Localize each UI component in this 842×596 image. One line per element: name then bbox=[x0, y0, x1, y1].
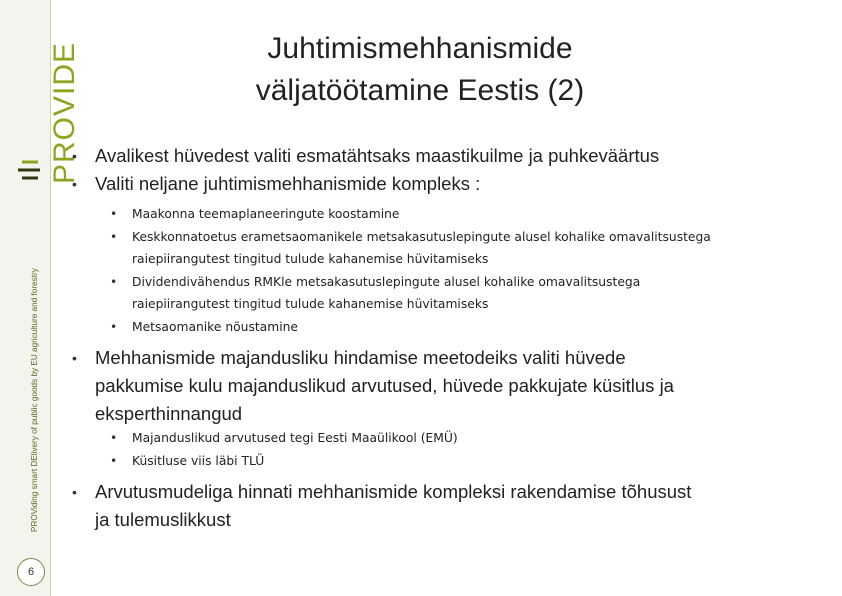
list-item-text: Maakonna teemaplaneeringute koostamine bbox=[132, 207, 400, 221]
list-item-text: raiepiirangutest tingitud tulude kahanemise hüvitamiseks bbox=[132, 297, 489, 311]
list-item: • Avalikest hüvedest valiti esmatähtsaks maastikuilme ja puhkeväärtus bbox=[72, 142, 812, 170]
sub-bullet-list-1 bbox=[110, 203, 790, 338]
list-item-text: Metsaomanike nõustamine bbox=[132, 319, 298, 334]
list-item: • Majanduslikud arvutused tegi Eesti Maaülikool (EMÜ) bbox=[110, 427, 790, 450]
list-item-text: eksperthinnangud bbox=[95, 403, 243, 424]
provide-slashes-icon bbox=[14, 158, 44, 188]
list-item bbox=[72, 344, 812, 428]
list-item-text: ja tulemuslikkust bbox=[95, 509, 231, 530]
bullet-4-list bbox=[72, 478, 812, 534]
list-item-text: pakkumise kulu majanduslikud arvutused, hüvede pakkujate küsitlus ja bbox=[95, 375, 674, 396]
list-item-text: • Mehhanismide majandusliku hindamise meetodeiks valiti hüvede bbox=[95, 347, 626, 368]
page-number: 6 bbox=[17, 558, 45, 586]
sidebar bbox=[0, 0, 81, 596]
list-item bbox=[110, 271, 790, 316]
list-item bbox=[110, 316, 790, 339]
list-item: • Valiti neljane juhtimismehhanismide kompleks : bbox=[72, 170, 812, 198]
list-item-text: raiepiirangutest tingitud tulude kahanemise hüvitamiseks bbox=[132, 252, 489, 266]
list-item-text: • Dividendivähendus RMKle metsakasutuslepingute alusel kohalike omavalitsustega bbox=[132, 274, 641, 289]
list-item bbox=[72, 478, 812, 534]
bullet-3-list bbox=[72, 344, 812, 428]
logo-text: PROVIDE bbox=[48, 41, 81, 184]
list-item-text: • Arvutusmudeliga hinnati mehhanismide kompleksi rakendamise tõhusust bbox=[95, 481, 692, 502]
sub-bullet-list-2 bbox=[110, 427, 790, 472]
list-item bbox=[110, 226, 790, 271]
list-item-text: • Keskkonnatoetus erametsaomanikele metsakasutuslepingute alusel kohalike omavalitsustega bbox=[132, 229, 711, 244]
title-line-2: väljatöötamine Eestis (2) bbox=[255, 74, 585, 107]
tagline: PROViding smart DElivery of public goods by EU agriculture and forestry bbox=[30, 268, 39, 532]
slide-title bbox=[130, 28, 710, 112]
list-item: • Küsitluse viis läbi TLÜ bbox=[110, 450, 790, 473]
title-line-1: Juhtimismehhanismide bbox=[267, 32, 573, 65]
list-item bbox=[110, 203, 790, 226]
top-bullet-list bbox=[72, 142, 812, 198]
